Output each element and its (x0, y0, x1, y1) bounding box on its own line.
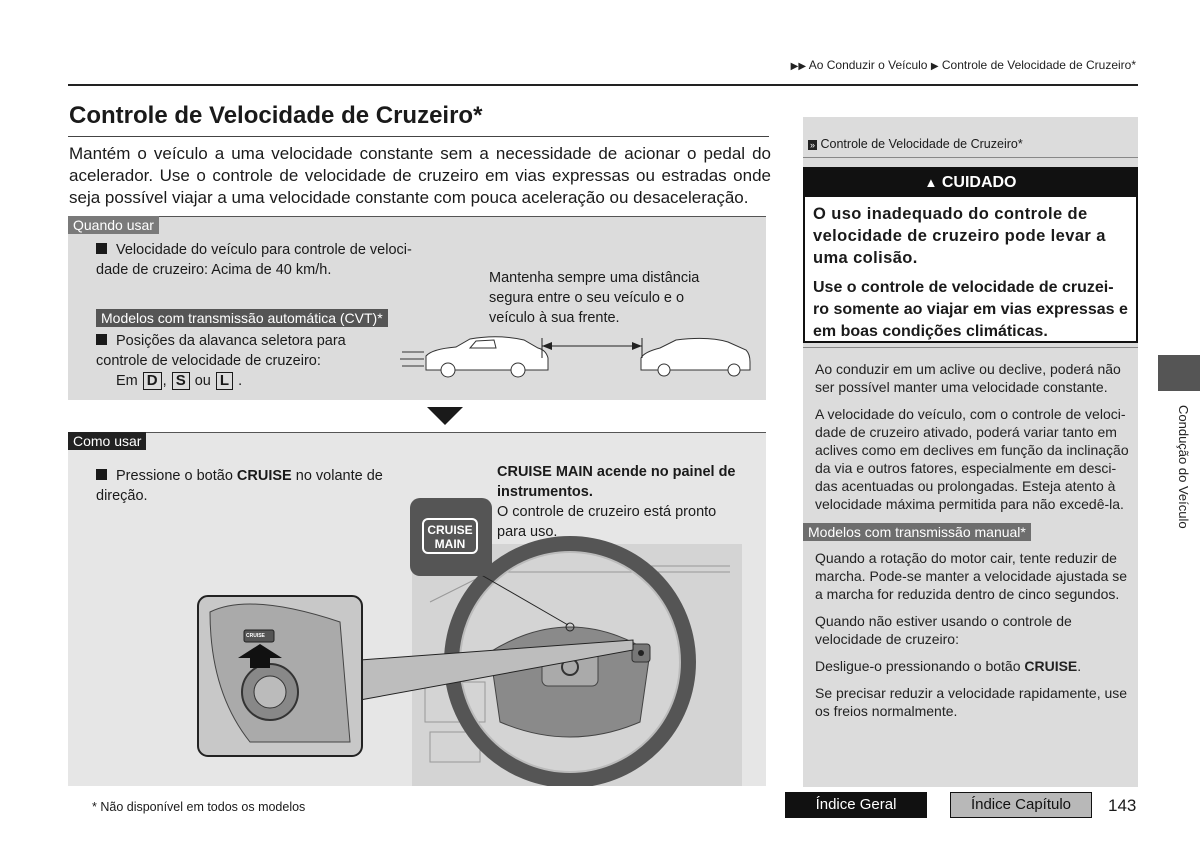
cruise-button-label: CRUISE (246, 633, 265, 639)
when-use-bullet2: Posições da alavanca seletora para controle de velocidade de cruzeiro: Em D , S ou L . (96, 333, 346, 389)
cruise-main-indicator-icon: CRUISE MAIN (422, 518, 478, 554)
breadcrumb-item: Controle de Velocidade de Cruzeiro* (941, 58, 1136, 72)
page-number: 143 (1108, 796, 1137, 815)
cruise-main-info: CRUISE MAIN acende no painel de instrumentos. O controle de cruzeiro está pronto para uso. (497, 464, 736, 540)
distance-note: Mantenha sempre uma distância segura entre o seu veículo e o veículo à sua frente. (489, 270, 700, 326)
breadcrumb-item: Ao Conduzir o Veículo (808, 58, 928, 72)
chapter-tab[interactable] (1158, 355, 1200, 391)
how-use-top-rule (68, 432, 766, 433)
bullet-square-icon (96, 243, 107, 254)
title-rule (68, 136, 769, 137)
double-arrow-icon: ▶▶ (790, 61, 807, 72)
sidebar-p3: Quando a rotação do motor cair, tente reduzir de marcha. Pode-se manter a velocidade ajustada se a marcha for reduzida dentro de cinco segundos. (815, 550, 1128, 602)
sidebar-p1: Ao conduzir em um aclive ou declive, poderá não ser possível manter uma velocidade constante. (815, 361, 1121, 395)
index-chapter-button[interactable]: Índice Capítulo (950, 792, 1092, 818)
cars-distance-illustration (398, 332, 758, 382)
sidebar-p4: Quando não estiver usando o controle de velocidade de cruzeiro: (815, 613, 1072, 647)
gear-d-icon: D (143, 372, 162, 390)
when-use-label: Quando usar (68, 216, 159, 234)
page-title: Controle de Velocidade de Cruzeiro* (69, 102, 483, 129)
sidebar-divider (803, 347, 1138, 348)
cruise-main-indicator (410, 498, 492, 576)
manual-label: Modelos com transmissão manual* (803, 523, 1031, 541)
gear-s-icon: S (172, 372, 190, 390)
bullet-square-icon (96, 469, 107, 480)
caution-header: ▲ CUIDADO (805, 169, 1136, 197)
warning-triangle-icon: ▲ (924, 175, 938, 190)
caution-text2: Use o controle de velocidade de cruzei-ro somente ao viajar em vias expressas e em boas condições climáticas. (813, 279, 1128, 340)
sidebar-p2: A velocidade do veículo, com o controle de veloci-dade de cruzeiro ativado, poderá variar tanto em aclives como em declives em função da inclinação da via e outros fatores, especialmente em desci-das acentuadas ou prolongadas. Esteja atento à velocidade máxima permitida para não excedê-la. (815, 406, 1129, 512)
arrow-icon: ▶ (930, 61, 939, 72)
when-use-bullet1: Velocidade do veículo para controle de veloci-dade de cruzeiro: Acima de 40 km/h. (96, 242, 412, 278)
footnote: * Não disponível em todos os modelos (92, 800, 306, 814)
sidebar-ref: » Controle de Velocidade de Cruzeiro* (810, 137, 1023, 151)
bullet-square-icon (96, 334, 107, 345)
ref-arrow-icon: » (810, 140, 816, 150)
how-use-bullet: Pressione o botão CRUISE no volante de direção. (96, 468, 383, 504)
intro-paragraph: Mantém o veículo a uma velocidade constante sem a necessidade de acionar o pedal do acelerador. Use o controle de velocidade de cruzeiro em vias expressas ou estradas onde seja possível viajar a uma velocidade constante com pouca aceleração ou desaceleração. (69, 144, 771, 207)
ref-rule (803, 157, 1138, 158)
how-use-label: Como usar (68, 432, 146, 450)
header-rule (68, 84, 1138, 86)
chapter-tab-label: Condução do Veículo (1176, 405, 1191, 529)
caution-text1: O uso inadequado do controle de velocidade de cruzeiro pode levar a uma colisão. (813, 205, 1106, 267)
gear-l-icon: L (216, 372, 233, 390)
index-general-button[interactable]: Índice Geral (785, 792, 927, 818)
when-use-top-rule (68, 216, 766, 217)
caution-box (803, 167, 1138, 343)
sidebar-p5: Desligue-o pressionando o botão CRUISE. (815, 658, 1082, 674)
cvt-label: Modelos com transmissão automática (CVT)* (96, 309, 388, 327)
sidebar-p6: Se precisar reduzir a velocidade rapidamente, use os freios normalmente. (815, 685, 1128, 719)
breadcrumb (791, 58, 1136, 72)
down-triangle-icon (427, 407, 463, 427)
